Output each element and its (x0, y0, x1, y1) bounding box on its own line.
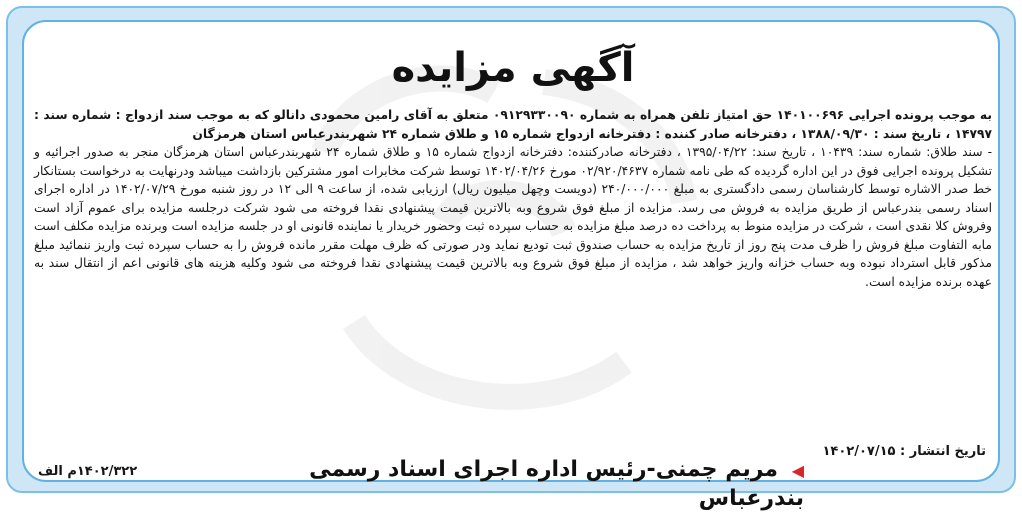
signature-text: مریم چمنی-رئیس اداره اجرای اسناد رسمی بندرعباس (309, 457, 804, 511)
signature-line (224, 456, 804, 511)
notice-body (34, 106, 992, 291)
reference-number: ۱۴۰۲/۳۲۲م الف (38, 464, 138, 479)
notice-paragraph-1: به موجب پرونده اجرایی ۱۴۰۱۰۰۶۹۶ حق امتیاز تلفن همراه به شماره ۰۹۱۲۹۳۳۰۰۹۰ متعلق به آقای رامین محمودی دانالو که به موجب سند ازدواج : شماره سند : ۱۴۷۹۷ ، تاریخ سند : ۱۳۸۸/۰۹/۳۰ ، دفترخانه صادر کننده : دفترخانه ازدواج شماره ۱۵ و طلاق شماره ۲۴ شهربندرعباس استان هرمزگان (34, 108, 993, 141)
notice-paragraph-2: - سند طلاق: شماره سند: ۱۰۴۳۹ ، تاریخ سند: ۱۳۹۵/۰۴/۲۲ ، دفترخانه صادرکننده: دفترخانه ازدواج شماره ۱۵ و طلاق شماره ۲۴ شهربندرعباس استان هرمزگان منجر به صدور اجرائیه و تشکیل پرونده اجرایی فوق در این اداره گردیده که طی نامه شماره ۰۲/۹۲۰/۴۶۳۷ مورخ ۱۴۰۲/۰۴/۲۶ توسط شرکت مخابرات امور مشترکین بازداشت میباشد ودرنهایت به درخواست بستانکار خط صدر الاشاره توسط کارشناسان رسمی دادگستری به مبلغ ۲۴۰/۰۰۰/۰۰۰ (دویست وچهل میلیون ریال) ارزیابی شده، از ساعت ۹ الی ۱۲ در روز شنبه مورخ ۱۴۰۲/۰۷/۲۹ در اداره اجرای اسناد رسمی بندرعباس از طریق مزایده به فروش می رسد. مزایده از مبلغ فوق شروع وبه بالاترین قیمت پیشنهادی نقدا فروخته می شود شرکت درجلسه مزایده برای عموم آزاد است وفروش کلا نقدی است ، شرکت در مزایده منوط به پرداخت ده درصد مبلغ مزایده به حساب سپرده ثبت وحضور خریدار یا نماینده قانونی او در جلسه مزایده است وبرنده مزایده مکلف است مابه التفاوت مبلغ فروش را ظرف مدت پنج روز از تاریخ مزایده به حساب صندوق ثبت تودیع نماید ودر صورتی که ظرف مهلت مقرر مانده فروش را به حساب سپرده ثبت واریز ننمائید مبلغ مذکور قابل استرداد نبوده وبه حساب خزانه واریز خواهد شد ، مزایده از مبلغ فوق شروع وبه بالاترین قیمت پیشنهادی نقدا فروخته می شود وکلیه هزینه های قانونی اعم از انتقال سند به عهده برنده مزایده است. (34, 145, 993, 289)
notice-title: آگهی مزایده (391, 45, 635, 91)
publication-date: تاریخ انتشار : ۱۴۰۲/۰۷/۱۵ (822, 444, 986, 459)
red-triangle-arrow-icon: ◀ (791, 461, 804, 480)
notice-panel (22, 20, 1000, 511)
